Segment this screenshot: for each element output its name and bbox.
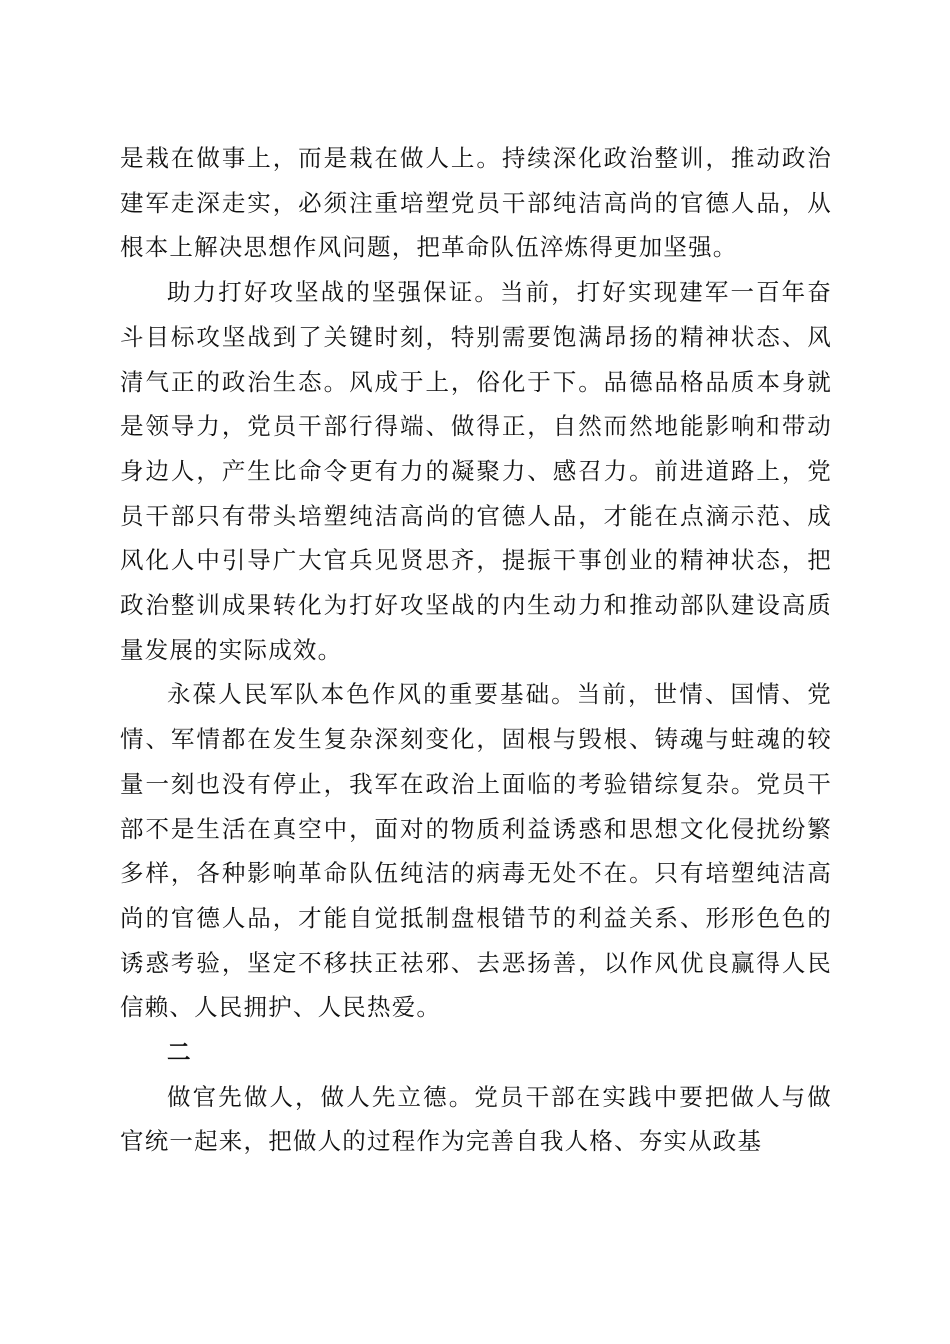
body-text: [120, 136, 832, 1164]
paragraph-1: 是栽在做事上，而是栽在做人上。持续深化政治整训，推动政治建军走深走实，必须注重培塑党员干部纯洁高尚的官德人品，从根本上解决思想作风问题，把革命队伍淬炼得更加坚强。: [120, 144, 832, 262]
paragraph-3: 永葆人民军队本色作风的重要基础。当前，世情、国情、党情、军情都在发生复杂深刻变化，固根与毁根、铸魂与蛀魂的较量一刻也没有停止，我军在政治上面临的考验错综复杂。党员干部不是生活在真空中，面对的物质利益诱惑和思想文化侵扰纷繁多样，各种影响革命队伍纯洁的病毒无处不在。只有培塑纯洁高尚的官德人品，才能自觉抵制盘根错节的利益关系、形形色色的诱惑考验，坚定不移扶正祛邪、去恶扬善，以作风优良赢得人民信赖、人民拥护、人民热爱。: [120, 680, 832, 1022]
paragraph-2: 助力打好攻坚战的坚强保证。当前，打好实现建军一百年奋斗目标攻坚战到了关键时刻，特别需要饱满昂扬的精神状态、风清气正的政治生态。风成于上，俗化于下。品德品格品质本身就是领导力，党员干部行得端、做得正，自然而然地能影响和带动身边人，产生比命令更有力的凝聚力、感召力。前进道路上，党员干部只有带头培塑纯洁高尚的官德人品，才能在点滴示范、成风化人中引导广大官兵见贤思齐，提振干事创业的精神状态，把政治整训成果转化为打好攻坚战的内生动力和推动部队建设高质量发展的实际成效。: [120, 278, 832, 664]
paragraph-4: 做官先做人，做人先立德。党员干部在实践中要把做人与做官统一起来，把做人的过程作为完善自我人格、夯实从政基: [120, 1082, 832, 1156]
section-heading: 二: [167, 1038, 192, 1067]
